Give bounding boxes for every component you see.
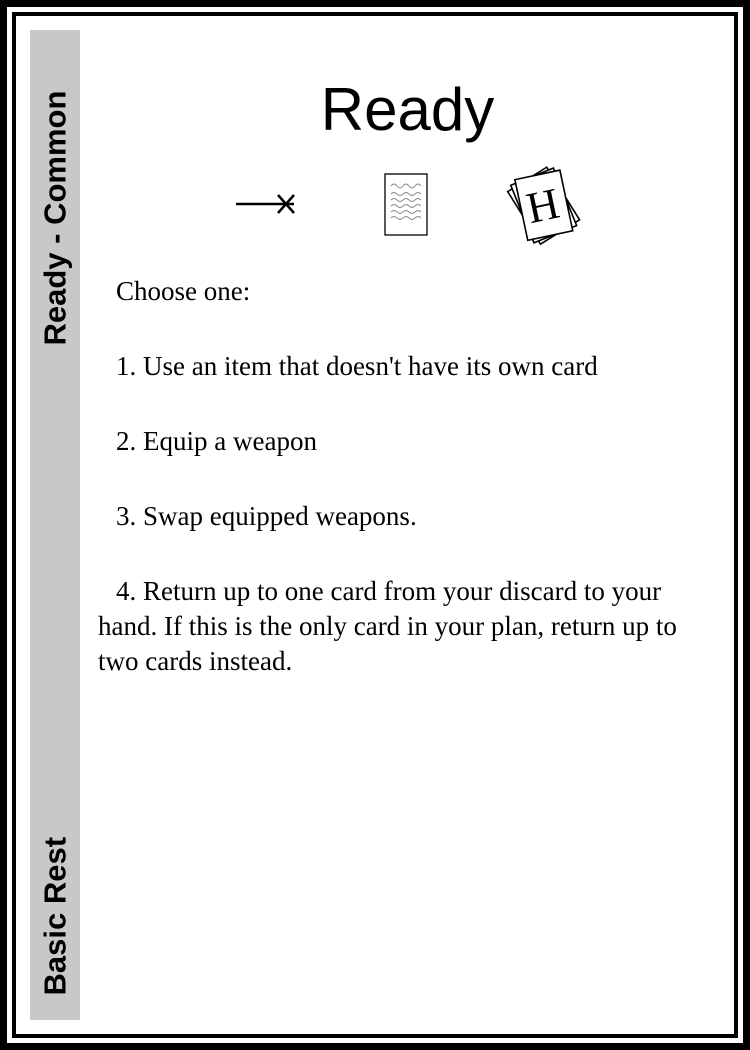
card-category-label: Ready - Common (37, 90, 73, 346)
rules-option-3: 3. Swap equipped weapons. (116, 501, 417, 531)
rules-option-4: 4. Return up to one card from your discard to your hand. If this is the only card in your plan, return up to two cards instead. (98, 576, 677, 676)
arrow-cross-icon (232, 186, 302, 222)
hand-icon-letter: H (522, 178, 564, 234)
card-rules-text (98, 274, 698, 719)
card-title: Ready (320, 76, 495, 143)
scroll-icon (382, 172, 430, 238)
hand-of-cards-icon (505, 162, 587, 246)
rules-option-1: 1. Use an item that doesn't have its own card (116, 351, 598, 381)
rules-option-2: 2. Equip a weapon (116, 426, 317, 456)
card-type-label: Basic Rest (37, 836, 73, 996)
rules-intro: Choose one: (116, 276, 251, 306)
